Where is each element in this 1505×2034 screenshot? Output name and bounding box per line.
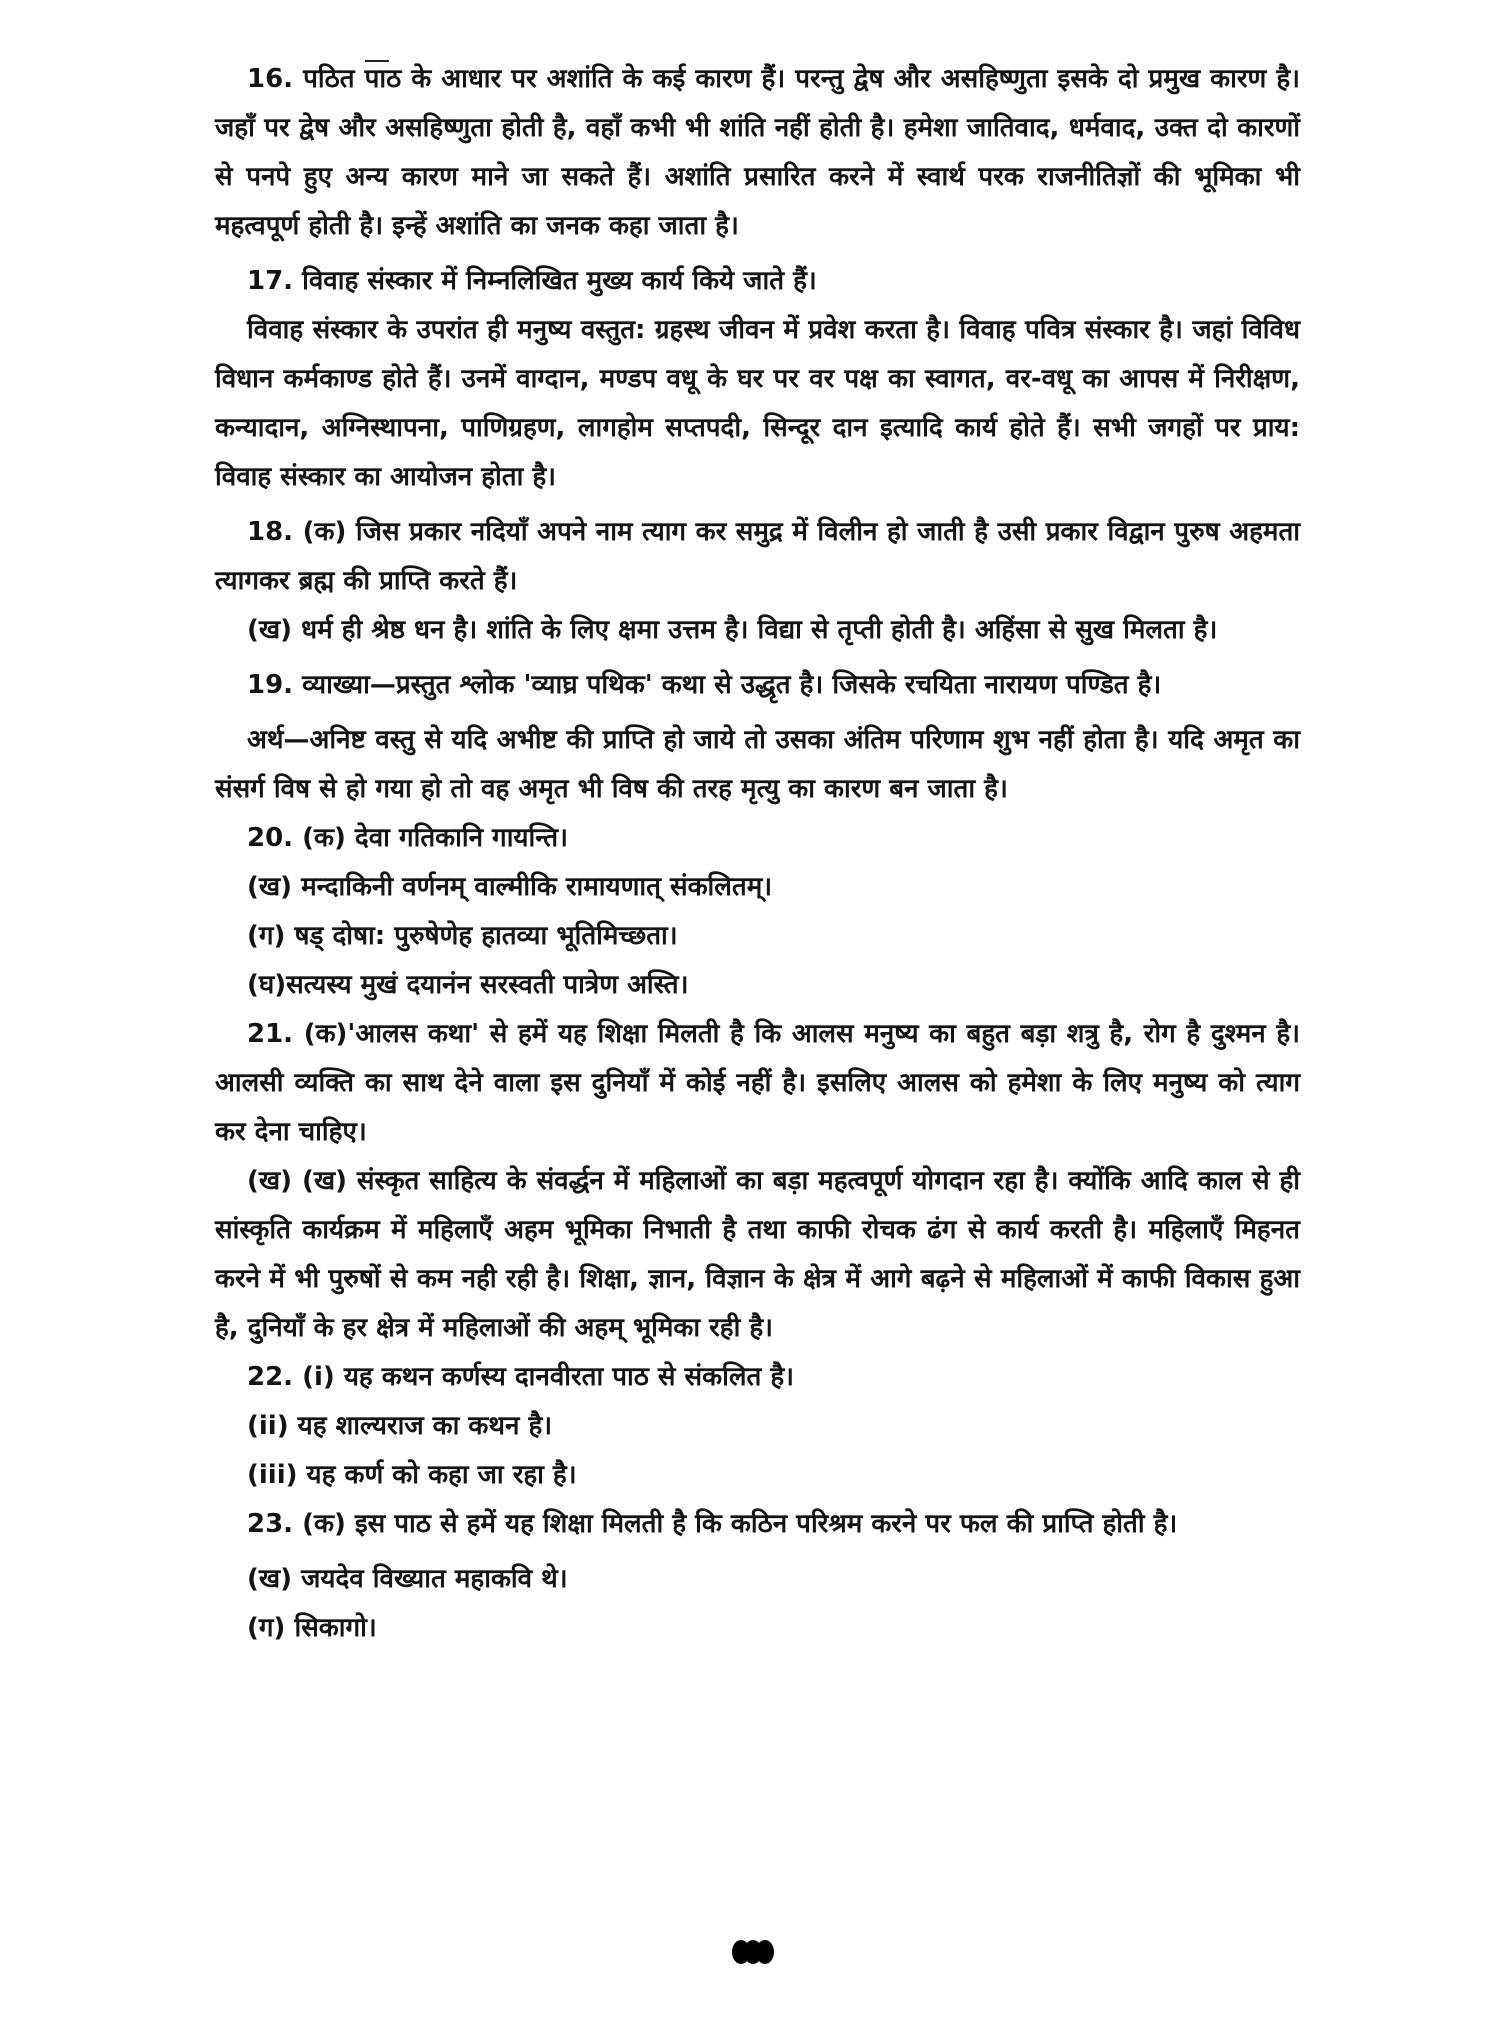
answer-16: 16. पठित पाठ के आधार पर अशांति के कई कारण हैं। परन्तु द्वेष और असहिष्णुता इसके दो प्रमुख कारण है। जहाँ पर द्वेष और असहिष्णुता होती है, वहाँ कभी भी शांति नहीं होती है। हमेशा जातिवाद, धर्मवाद, उक्त दो कारणों से पनपे हुए अन्य कारण माने जा सकते हैं। अशांति प्रसारित करने में स्वार्थ परक राजनीतिज्ञों की भूमिका भी महत्वपूर्ण होती है। इन्हें अशांति का जनक कहा जाता है। (215, 64, 1300, 241)
answer-18-ka: 18. (क) जिस प्रकार नदियाँ अपने नाम त्याग कर समुद्र में विलीन हो जाती है उसी प्रकार विद्वान पुरुष अहमता त्यागकर ब्रह्म की प्राप्ति करते हैं। (215, 517, 1300, 596)
answer-20-ga: (ग) षड् दोषा: पुरुषेणेह हातव्या भूतिमिच्छता। (247, 921, 678, 951)
answer-20-kha: (ख) मन्दाकिनी वर्णनम् वाल्मीकि रामायणात् संकलितम्। (247, 872, 773, 902)
answer-17-heading: 17. विवाह संस्कार में निम्नलिखित मुख्य कार्य किये जाते हैं। (247, 266, 817, 296)
answer-19-arth: अर्थ—अनिष्ट वस्तु से यदि अभीष्ट की प्राप्ति हो जाये तो उसका अंतिम परिणाम शुभ नहीं होता है। यदि अमृत का संसर्ग विष से हो गया हो तो वह अमृत भी विष की तरह मृत्यु का कारण बन जाता है। (215, 725, 1300, 804)
answer-23-ga: (ग) सिकागो। (247, 1613, 377, 1643)
answer-23-ka: 23. (क) इस पाठ से हमें यह शिक्षा मिलती है कि कठिन परिश्रम करने पर फल की प्राप्ति होती है। (247, 1509, 1178, 1539)
answer-22-ii: (ii) यह शाल्यराज का कथन है। (247, 1411, 553, 1441)
answer-21-ka: 21. (क)'आलस कथा' से हमें यह शिक्षा मिलती है कि आलस मनुष्य का बहुत बड़ा शत्रु है, रोग है दुश्मन है। आलसी व्यक्ति का साथ देने वाला इस दुनियाँ में कोई नहीं है। इसलिए आलस को हमेशा के लिए मनुष्य को त्याग कर देना चाहिए। (215, 1019, 1300, 1147)
answer-22-i: 22. (i) यह कथन कर्णस्य दानवीरता पाठ से संकलित है। (247, 1362, 794, 1392)
answer-20-gha: (घ)सत्यस्य मुखं दयानंन सरस्वती पात्रेण अस्ति। (247, 970, 689, 1000)
answer-21-kha: (ख) (ख) संस्कृत साहित्य के संवर्द्धन में महिलाओं का बड़ा महत्वपूर्ण योगदान रहा है। क्योंकि आदि काल से ही सांस्कृति कार्यक्रम में महिलाएँ अहम भूमिका निभाती है तथा काफी रोचक ढंग से कार्य करती है। महिलाएँ मिहनत करने में भी पुरुषों से कम नही रही है। शिक्षा, ज्ञान, विज्ञान के क्षेत्र में आगे बढ़ने से महिलाओं में काफी विकास हुआ है, दुनियाँ के हर क्षेत्र में महिलाओं की अहम् भूमिका रही है। (215, 1166, 1300, 1343)
answer-page (215, 55, 1300, 1653)
answer-20-ka: 20. (क) देवा गतिकानि गायन्ति। (247, 823, 568, 853)
end-of-section-dots-icon (0, 1940, 1505, 1968)
answer-19-vyakhya: 19. व्याख्या—प्रस्तुत श्लोक 'व्याघ्र पथिक' कथा से उद्धृत है। जिसके रचयिता नारायण पण्डित है। (247, 670, 1162, 700)
answer-18-kha: (ख) धर्म ही श्रेष्ठ धन है। शांति के लिए क्षमा उत्तम है। विद्या से तृप्ती होती है। अहिंसा से सुख मिलता है। (247, 615, 1218, 645)
answer-22-iii: (iii) यह कर्ण को कहा जा रहा है। (247, 1460, 577, 1490)
answer-23-kha: (ख) जयदेव विख्यात महाकवि थे। (247, 1564, 568, 1594)
answer-17-text: विवाह संस्कार के उपरांत ही मनुष्य वस्तुत: ग्रहस्थ जीवन में प्रवेश करता है। विवाह पवित्र संस्कार है। जहां विविध विधान कर्मकाण्ड होते हैं। उनमें वाग्दान, मण्डप वधू के घर पर वर पक्ष का स्वागत, वर-वधू का आपस में निरीक्षण, कन्यादान, अग्निस्थापना, पाणिग्रहण, लागहोम सप्तपदी, सिन्दूर दान इत्यादि कार्य होते हैं। सभी जगहों पर प्राय: विवाह संस्कार का आयोजन होता है। (215, 315, 1300, 492)
